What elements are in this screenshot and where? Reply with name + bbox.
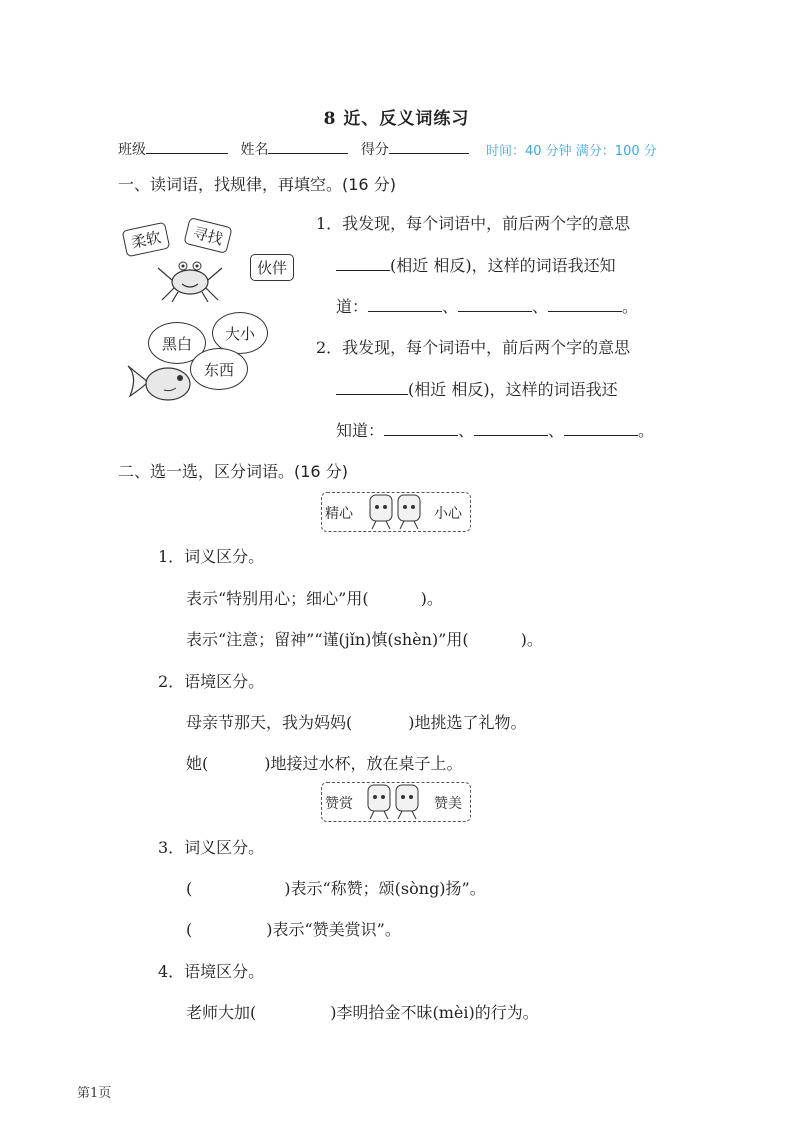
s2-q2-line2-text: 她( [186,754,209,773]
s2-q1-line2-text: 表示“注意；留神”“谨(jǐn)慎(shèn)”用( [186,630,469,649]
s2-q3-title: 3．词义区分。 [158,838,265,857]
s1-q2-example-blank-1[interactable] [384,419,458,436]
s1-q1-line2-text: (相近 相反)，这样的词语我还知 [390,256,616,275]
separator: 、 [532,297,549,316]
name-blank[interactable] [268,139,348,154]
s2-q1-line1 [186,586,443,609]
fish-bubble-2: 大小 [212,312,268,354]
score-blank[interactable] [389,139,469,154]
s1-q2-line3-prefix: 知道： [336,421,385,440]
s1-q2-example-blank-2[interactable] [474,419,548,436]
class-label: 班级 [118,142,146,158]
s2-q4-line1-end: )李明拾金不昧(mèi)的行为。 [330,1003,539,1022]
separator: 、 [458,421,475,440]
s1-q2-line1: 2．我发现，每个词语中，前后两个字的意思 [316,338,631,357]
crab-board-2: 寻找 [183,217,232,254]
score-label: 得分 [360,142,389,158]
s1-q2-line2 [336,377,618,400]
crab-icon [150,250,230,302]
student-info-line [118,139,469,159]
page-number: 第1页 [77,1086,112,1101]
s1-q2-answer-blank[interactable] [336,378,408,395]
word-pair-box-2 [321,782,471,822]
s1-q1-line3 [336,294,638,317]
s2-q4-line1 [186,1000,539,1023]
word-pair-box-1 [321,492,471,532]
period: 。 [638,421,655,440]
cartoon-characters-icon [364,489,428,533]
cartoon-characters-icon [362,779,426,823]
s2-q3-line2-open: ( [186,920,193,939]
word-pair-1-right: 小心 [434,506,462,522]
s2-q1-line1-end: )。 [420,589,443,608]
word-pair-2-right: 赞美 [434,796,462,812]
s2-q4-title: 4．语境区分。 [158,962,265,981]
section2-heading: 二、选一选，区分词语。(16 分) [118,462,348,481]
s2-q3-line2 [186,917,401,940]
illustration-word-pictures [120,208,310,403]
s2-q1-line1-text: 表示“特别用心；细心”用( [186,589,369,608]
s1-q1-example-blank-1[interactable] [368,295,442,312]
s2-q4-line1-text: 老师大加( [186,1003,257,1022]
s2-q3-line1-open: ( [186,879,193,898]
separator: 、 [442,297,459,316]
s1-q2-example-blank-3[interactable] [564,419,638,436]
name-label: 姓名 [240,142,269,158]
fish-icon [124,358,194,403]
fish-bubble-3: 东西 [190,348,248,390]
s2-q2-line1-text: 母亲节那天，我为妈妈( [186,713,353,732]
word-pair-2-left: 赞赏 [325,796,353,812]
time-score-info: 时间：40 分钟 满分：100 分 [486,144,657,159]
s2-q2-title: 2．语境区分。 [158,672,265,691]
s2-q3-line2-text: )表示“赞美赏识”。 [266,920,401,939]
s2-q1-title: 1．词义区分。 [158,547,265,566]
class-blank[interactable] [146,139,228,154]
section1-heading: 一、读词语，找规律，再填空。(16 分) [118,175,396,194]
s2-q3-line1 [186,876,486,899]
s1-q2-line2-text: (相近 相反)，这样的词语我还 [408,380,618,399]
s2-q2-line2 [186,751,463,774]
page-title: 8 近、反义词练习 [323,109,470,129]
s1-q1-line1: 1．我发现，每个词语中，前后两个字的意思 [316,214,631,233]
s1-q1-answer-blank[interactable] [336,254,390,271]
s2-q2-line2-end: )地接过水杯，放在桌子上。 [264,754,463,773]
crab-board-1: 柔软 [122,222,171,258]
s2-q2-line1 [186,710,527,733]
s2-q1-line2-end: )。 [520,630,543,649]
s2-q1-line2 [186,627,543,650]
s2-q2-line1-end: )地挑选了礼物。 [408,713,527,732]
s2-q3-line1-text: )表示“称赞；颂(sòng)扬”。 [284,879,486,898]
s1-q1-line3-prefix: 道： [336,297,369,316]
word-pair-1-left: 精心 [325,506,353,522]
s1-q2-line3 [336,418,654,441]
period: 。 [622,297,639,316]
s1-q1-example-blank-2[interactable] [458,295,532,312]
fish-bubble-1: 黑白 [148,322,206,364]
s1-q1-line2 [336,253,616,276]
standalone-board: 伙伴 [250,254,294,281]
s1-q1-example-blank-3[interactable] [548,295,622,312]
separator: 、 [548,421,565,440]
